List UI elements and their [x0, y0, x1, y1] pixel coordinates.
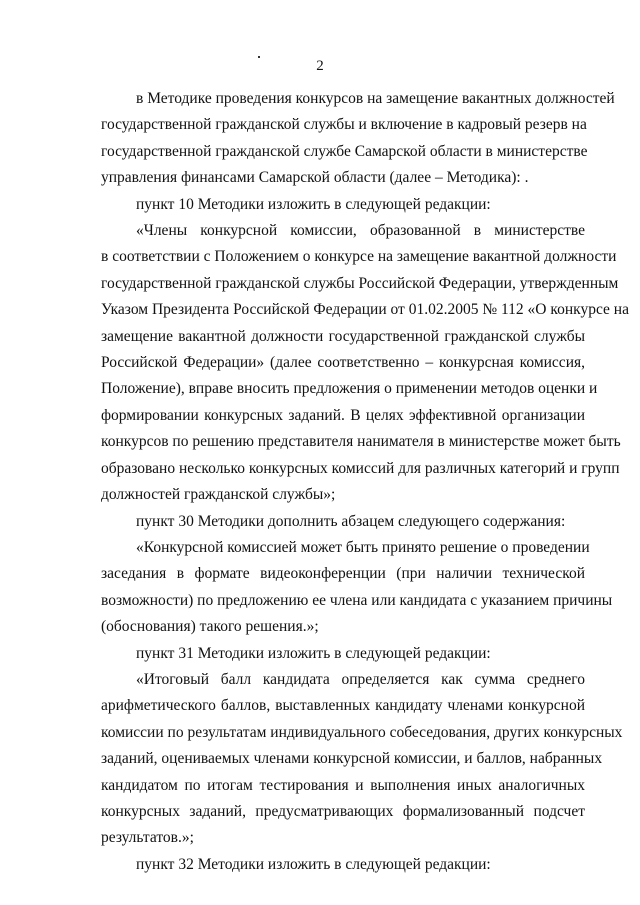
- text-line: результатов.»;: [101, 829, 194, 847]
- text-line: заданий, оцениваемых членами конкурсной комиссии, и баллов, набранных: [101, 750, 603, 768]
- paragraph: [101, 218, 629, 508]
- text-line: замещение вакантной должности государственной гражданской службы: [101, 327, 585, 345]
- text-line: арифметического баллов, выставленных кандидату членами конкурсной: [101, 697, 585, 715]
- text-line: государственной гражданской службы и включение в кадровый резерв на: [101, 116, 587, 134]
- text-line: «Конкурсной комиссией может быть принято решение о проведении: [136, 538, 590, 556]
- text-line: Указом Президента Российской Федерации от 01.02.2005 № 112 «О конкурсе на: [101, 301, 629, 319]
- text-line: (обоснования) такого решения.»;: [101, 618, 319, 636]
- text-line: в Методике проведения конкурсов на замещение вакантных должностей: [136, 90, 615, 107]
- text-line: государственной гражданской службы Российской Федерации, утвержденным: [101, 274, 619, 292]
- paragraph: [101, 535, 613, 641]
- text-line: образовано несколько конкурсных комиссий для различных категорий и групп: [101, 459, 620, 477]
- text-line: комиссии по результатам индивидуального собеседования, других конкурсных: [101, 723, 623, 741]
- paragraph: [101, 86, 615, 192]
- page-number: 2: [316, 58, 324, 74]
- scan-speck: [258, 56, 260, 58]
- document-body: [101, 86, 629, 878]
- text-line: государственной гражданской службе Самарской области в министерстве: [101, 142, 588, 160]
- text-line: конкурсов по решению представителя нанимателя в министерстве может быть: [101, 433, 621, 451]
- paragraph: [101, 192, 585, 218]
- text-line: должностей гражданской службы»;: [101, 486, 336, 504]
- text-line: пункт 32 Методики изложить в следующей редакции:: [136, 855, 491, 873]
- text-line: пункт 10 Методики изложить в следующей редакции:: [136, 195, 491, 213]
- text-line: формировании конкурсных заданий. В целях эффективной организации: [101, 406, 585, 424]
- paragraph: [101, 641, 585, 667]
- text-line: кандидатом по итогам тестирования и выполнения иных аналогичных: [101, 776, 585, 794]
- text-line: «Итоговый балл кандидата определяется как сумма среднего: [136, 670, 585, 688]
- text-line: в соответствии с Положением о конкурсе на замещение вакантной должности: [101, 248, 617, 266]
- text-line: заседания в формате видеоконференции (при наличии технической: [101, 565, 585, 583]
- paragraph: [101, 667, 623, 852]
- text-line: конкурсных заданий, предусматривающих формализованный подсчет: [101, 802, 585, 820]
- text-line: пункт 31 Методики изложить в следующей редакции:: [136, 644, 491, 662]
- text-line: Положение), вправе вносить предложения о применении методов оценки и: [101, 380, 598, 398]
- text-line: «Члены конкурсной комиссии, образованной в министерстве: [136, 222, 585, 240]
- text-line: пункт 30 Методики дополнить абзацем следующего содержания:: [136, 512, 566, 530]
- paragraph: [101, 852, 585, 878]
- text-line: Российской Федерации» (далее соответственно – конкурсная комиссия,: [101, 354, 585, 372]
- paragraph: [101, 509, 585, 535]
- text-line: управления финансами Самарской области (далее – Методика): .: [101, 169, 529, 187]
- text-line: возможности) по предложению ее члена или кандидата с указанием причины: [101, 591, 613, 609]
